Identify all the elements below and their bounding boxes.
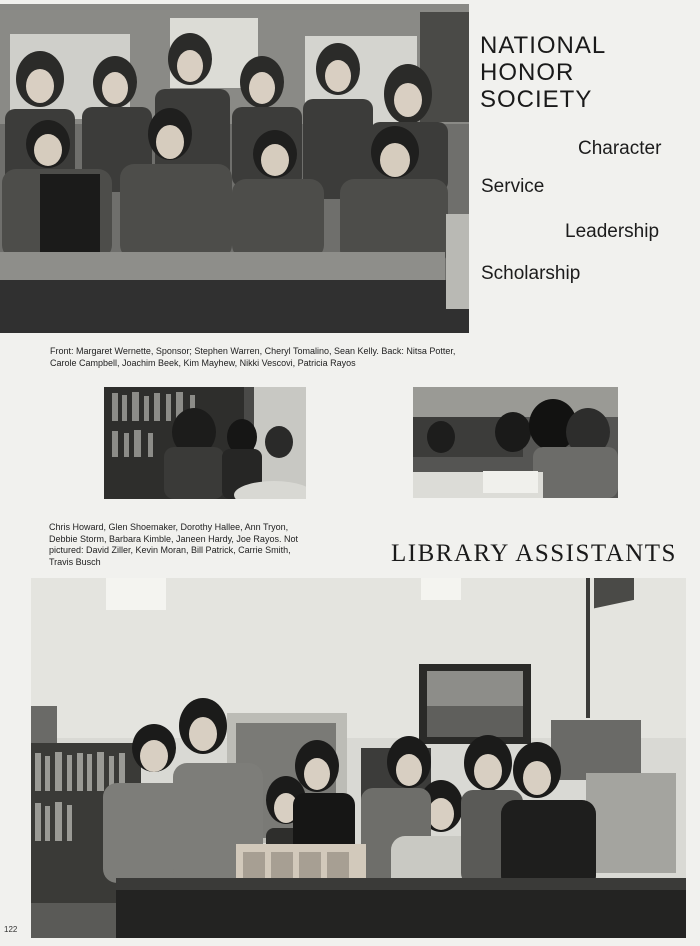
- motto-leadership: Leadership: [565, 221, 660, 242]
- nhs-title-line: SOCIETY: [480, 86, 593, 113]
- page-number: 122: [4, 925, 18, 934]
- caption-line: Debbie Storm, Barbara Kimble, Janeen Hardy, Joe Rayos. Not: [49, 533, 298, 544]
- caption-line: Chris Howard, Glen Shoemaker, Dorothy Hallee, Ann Tryon,: [49, 522, 289, 532]
- nhs-title-line: NATIONAL: [480, 32, 607, 59]
- caption-line: Front: Margaret Wernette, Sponsor; Stephen Warren, Cheryl Tomalino, Sean Kelly. Back: Nitsa Potter,: [50, 346, 456, 356]
- library-caption: [49, 522, 369, 568]
- nhs-title: [480, 32, 680, 113]
- caption-line: pictured: David Ziller, Kevin Moran, Bill Patrick, Carrie Smith,: [49, 545, 291, 555]
- motto-service: Service: [481, 176, 545, 197]
- library-group-photo: [31, 578, 686, 938]
- motto-scholarship: Scholarship: [481, 263, 581, 284]
- caption-line: Carole Campbell, Joachim Beek, Kim Mayhew, Nikki Vescovi, Patricia Rayos: [50, 357, 356, 368]
- library-photo-right: [413, 387, 618, 498]
- library-title: LIBRARY ASSISTANTS: [391, 540, 677, 567]
- motto-character: Character: [578, 138, 662, 159]
- nhs-group-photo: [0, 4, 469, 333]
- library-photo-left: [104, 387, 306, 499]
- nhs-caption: [50, 346, 540, 369]
- nhs-title-line: HONOR: [480, 59, 575, 86]
- caption-line: Travis Busch: [49, 556, 101, 567]
